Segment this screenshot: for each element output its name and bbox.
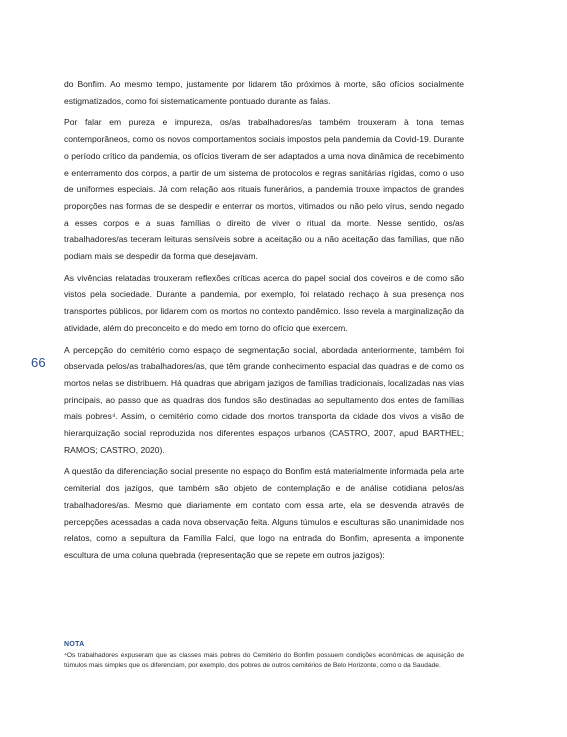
paragraph: A questão da diferenciação social presente no espaço do Bonfim está materialmente informada pela arte cemiterial dos jazigos, que também são objeto de contemplação e de análise cotidiana pelos/as trabalhadores/as. Mesmo que diariamente em contato com essa arte, ela se desvenda através de percepções acessadas a cada nova observação feita. Alguns túmulos e esculturas são unanimidade nos relatos, como a sepultura da Família Falci, que logo na entrada do Bonfim, apresenta a imponente escultura de uma coluna quebrada (representação que se repete em outros jazigos): [64, 466, 464, 560]
paragraph: A percepção do cemitério como espaço de segmentação social, abordada anteriormente, também foi observada pelos/as trabalhadores/as, que têm grande conhecimento espacial das quadras e de como os mortos nelas se distribuem. Há quadras que abrigam jazigos de famílias tradicionais, localizadas nas vias principais, ao passo que as quadras dos fundos são destinadas ao sepultamento dos entes de famílias mais pobres⁴. Assim, o cemitério como cidade dos mortos transporta da cidade dos vivos a visão de hierarquização social reproduzida nos diferentes espaços urbanos (CASTRO, 2007, apud BARTHEL; RAMOS; CASTRO, 2020). [64, 344, 465, 455]
footnote [64, 641, 464, 671]
main-text [64, 76, 464, 569]
footnote-text: ⁴Os trabalhadores expuseram que as classes mais pobres do Cemitério do Bonfim possuem condições econômicas de aquisição de túmulos mais simples que os diferenciam, por exemplo, dos pobres de outros cemitérios de Belo Horizonte, como o da Saudade. [64, 652, 464, 669]
paragraph: As vivências relatadas trouxeram reflexões críticas acerca do papel social dos coveiros e de como são vistos pela sociedade. Durante a pandemia, por exemplo, foi relatado rechaço à sua presença nos transportes públicos, por lidarem com os mortos no contexto pandêmico. Isso revela a marginalização da atividade, além do preconceito e do medo em torno do ofício que exercem. [64, 272, 464, 333]
paragraph: Por falar em pureza e impureza, os/as trabalhadores/as também trouxeram à tona temas contemporâneos, como os novos comportamentos sociais impostos pela pandemia da Covid-19. Durante o período crítico da pandemia, os ofícios tiveram de ser adaptados a uma nova dinâmica de recebimento e enterramento dos corpos, a partir de um sistema de protocolos e regras sanitárias rígidas, como o uso de uniformes especiais. Já com relação aos rituais funerários, a pandemia trouxe impactos de grandes proporções nas formas de se despedir e enterrar os mortos, vitimados ou não pelo vírus, sendo negado a esses corpos e a suas famílias o direito de viver o ritual da morte. Nesse sentido, os/as trabalhadores/as teceram leituras sensíveis sobre a aceitação ou a não aceitação das famílias, que não podiam mais se despedir da forma que desejavam. [64, 117, 464, 262]
page-number: 66 [31, 355, 46, 370]
footnote-title: NOTA [64, 641, 85, 648]
paragraph: do Bonfim. Ao mesmo tempo, justamente por lidarem tão próximos à morte, são ofícios socialmente estigmatizados, como foi sistematicamente pontuado durante as falas. [64, 79, 464, 106]
